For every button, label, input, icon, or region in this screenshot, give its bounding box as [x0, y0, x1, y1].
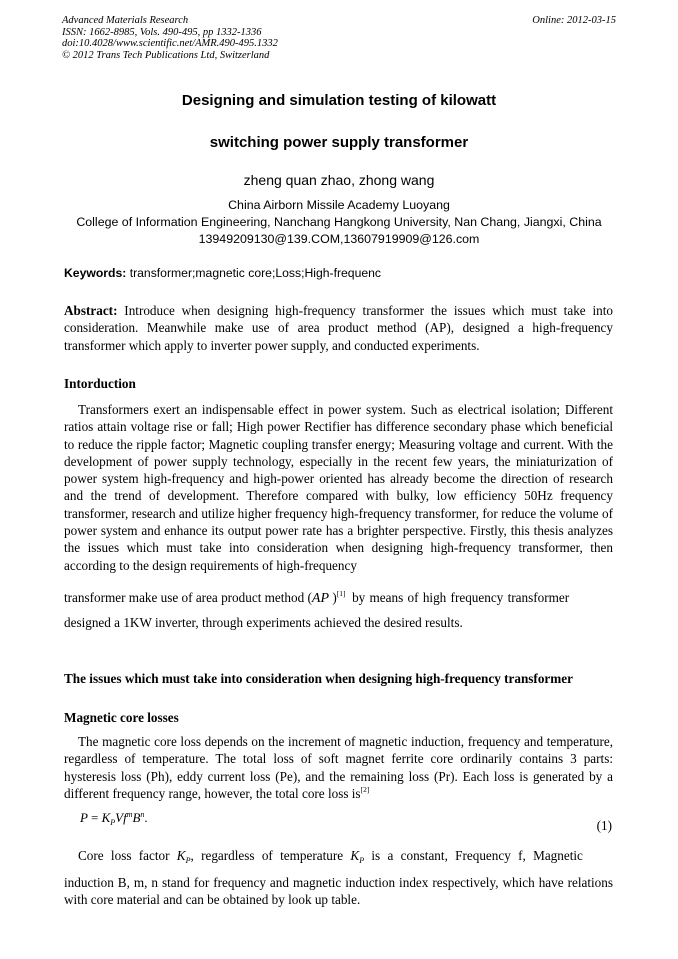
after-eq-part3: is a constant, Frequency f, Magnetic: [371, 848, 583, 863]
kp-2-sub: P: [359, 856, 365, 865]
intro-ap-line: transformer make use of area product method (AP )[1] by means of high frequency transformer: [64, 589, 570, 606]
doi-line: doi:10.4028/www.scientific.net/AMR.490-495.1332: [62, 38, 278, 50]
intro-ap-after: by means of high frequency transformer: [352, 590, 570, 605]
eq-k: K: [101, 810, 111, 825]
journal-header: [62, 15, 278, 61]
kp-symbol-2: [350, 848, 364, 863]
issn-line: ISSN: 1662-8985, Vols. 490-495, pp 1332-1336: [62, 26, 262, 38]
eq-n: n: [140, 810, 145, 819]
abstract: [64, 302, 613, 354]
keywords-label: Keywords:: [64, 266, 127, 280]
eq-equals: =: [90, 810, 99, 825]
ref-1: [1]: [336, 589, 346, 598]
magnetic-paragraph: [64, 733, 613, 802]
keywords-text: transformer;magnetic core;Loss;High-frequenc: [129, 266, 382, 280]
kp-2-k: K: [350, 848, 360, 863]
eq-b: B: [132, 810, 141, 825]
equation-number: (1): [596, 818, 612, 833]
intro-last-line: designed a 1KW inverter, through experiments achieved the desired results.: [64, 615, 463, 630]
intro-paragraph: Transformers exert an indispensable effect in power system. Such as electrical isolation; Different ratios attain voltage rise or fall; High power Rectifier has difference secondary phase which beneficial to reduce the ripple factor; Magnetic coupling transfer energy; Measuring voltage and current. With the development of power supply technology, especially in the recent few years, the miniaturization of power system high-frequency and high-power oriented has already become the direction of research and the trend of development. Therefore compared with bulky, low efficiency 50Hz frequency transformer, research and utilize higher frequency high-frequency transformer, for reduce the volume of power system and enhance its output power rate has a brighter perspective. Firstly, this thesis analyzes the issues which must take into consideration when designing high-frequency transformer, then according to the design requirements of high-frequency: [64, 402, 613, 573]
keywords: [64, 266, 381, 280]
abstract-text: Introduce when designing high-frequency transformer the issues which must take into consideration. Meanwhile make use of area product method (AP), designed a high-frequency transformer which apply to inverter power supply, and conducted experiments.: [64, 303, 613, 353]
affiliation-1: China Airborn Missile Academy Luoyang: [228, 198, 450, 212]
abstract-label: Abstract:: [64, 303, 118, 318]
magnetic-heading: Magnetic core losses: [64, 710, 179, 725]
title-line-1: Designing and simulation testing of kilowatt: [181, 92, 497, 109]
intro-heading: Intorduction: [64, 376, 136, 391]
eq-k-sub: P: [110, 818, 116, 827]
title-line-2: switching power supply transformer: [209, 134, 469, 151]
online-date: Online: 2012-03-15: [532, 15, 616, 26]
eq-lhs: P: [80, 810, 88, 825]
affiliation-2: College of Information Engineering, Nanchang Hangkong University, Nan Chang, Jiangxi, China: [76, 215, 602, 229]
magnetic-text: The magnetic core loss depends on the increment of magnetic induction, frequency and temperature, regardless of temperature. The total loss of soft magnet ferrite core ordinarily contains 3 parts: hysteresis loss (Ph), eddy current loss (Pe), and the remaining loss (Pr). Each loss is generated by a different frequency range, however, the total core loss is: [64, 734, 613, 801]
equation-1: [80, 810, 148, 826]
journal-name: Advanced Materials Research: [62, 15, 189, 26]
affiliation-emails: 13949209130@139.COM,13607919909@126.com: [198, 232, 480, 246]
intro-ap-before: transformer make use of area product method (: [64, 590, 312, 605]
after-eq-line-1: [64, 847, 613, 866]
after-eq-part1: Core loss factor: [78, 848, 170, 863]
ap-symbol: AP: [311, 591, 330, 606]
section-2-heading: The issues which must take into consideration when designing high-frequency transformer: [64, 671, 573, 686]
ref-2: [2]: [360, 784, 370, 794]
eq-vf: Vf: [115, 810, 127, 825]
kp-1-k: K: [176, 848, 186, 863]
authors: zheng quan zhao, zhong wang: [243, 172, 435, 188]
kp-symbol-1: [177, 848, 191, 863]
eq-dot: .: [144, 810, 148, 825]
after-eq-part2: , regardless of temperature: [190, 848, 344, 863]
after-eq-paragraph: induction B, m, n stand for frequency and magnetic induction index respectively, which have relations with core material and can be obtained by look up table.: [64, 875, 613, 908]
eq-m: m: [126, 810, 133, 819]
copyright-line: © 2012 Trans Tech Publications Ltd, Switzerland: [62, 49, 270, 61]
kp-1-sub: P: [185, 856, 191, 865]
